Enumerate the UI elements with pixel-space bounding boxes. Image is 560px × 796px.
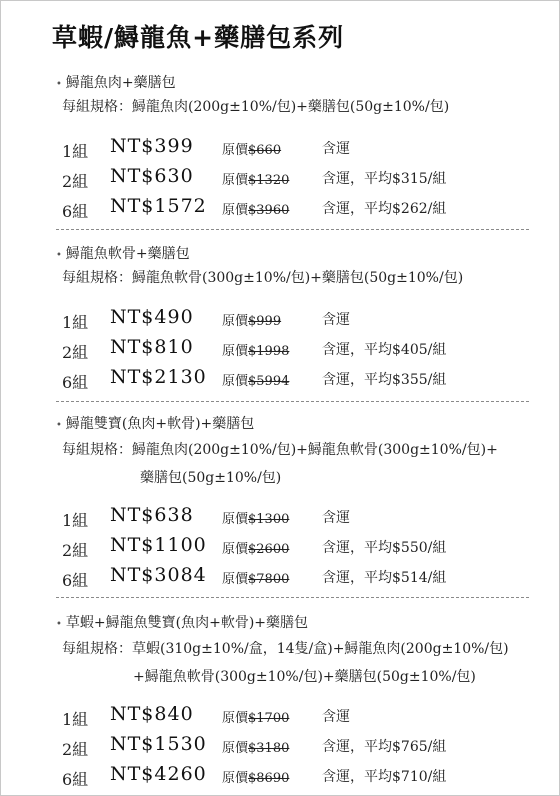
spec-label: 每組規格： <box>62 99 132 115</box>
original-price-value: $8690 <box>248 771 290 786</box>
section-name-text: 鱘龍雙寶(魚肉+軟骨)+藥膳包 <box>65 416 255 432</box>
original-price-value: $2600 <box>248 542 290 557</box>
original-price-value: $1700 <box>248 711 290 726</box>
original-price-value: $7800 <box>248 572 290 587</box>
original-price <box>222 169 289 188</box>
quantity: 2組 <box>62 172 89 191</box>
section-name <box>56 612 308 632</box>
price-row <box>0 534 560 564</box>
original-price <box>222 508 289 527</box>
shipping-note: 含運 <box>322 312 350 328</box>
original-price <box>222 737 289 756</box>
original-price-label: 原價 <box>222 203 249 218</box>
original-price <box>222 707 289 726</box>
quantity: 6組 <box>62 202 89 221</box>
spec-line-continued: +鱘龍魚軟骨(300g±10%/包)+藥膳包(50g±10%/包) <box>133 669 476 685</box>
original-price-label: 原價 <box>222 542 249 557</box>
quantity: 2組 <box>62 541 89 560</box>
sale-price: NT$2130 <box>110 366 207 388</box>
shipping-note: 含運，平均$262/組 <box>322 201 447 217</box>
spec-line <box>62 94 449 120</box>
price-row <box>0 366 560 396</box>
shipping-note: 含運，平均$710/組 <box>322 769 447 785</box>
original-price <box>222 310 281 329</box>
spec-text: 鱘龍魚軟骨(300g±10%/包)+藥膳包(50g±10%/包) <box>132 270 464 286</box>
sale-price: NT$3084 <box>110 564 207 586</box>
original-price <box>222 340 289 359</box>
spec-line <box>62 437 498 463</box>
original-price <box>222 538 289 557</box>
spec-line-continued: 藥膳包(50g±10%/包) <box>140 470 282 486</box>
original-price-value: $660 <box>248 143 282 158</box>
sale-price: NT$399 <box>110 135 194 157</box>
section-name-text: 鱘龍魚肉+藥膳包 <box>65 75 176 91</box>
original-price-value: $1300 <box>248 512 290 527</box>
sale-price: NT$4260 <box>110 763 207 785</box>
price-row <box>0 135 560 165</box>
spec-text: 鱘龍魚肉(200g±10%/包)+鱘龍魚軟骨(300g±10%/包)+ <box>132 442 498 458</box>
section-name <box>56 413 254 433</box>
original-price-label: 原價 <box>222 374 249 389</box>
quantity: 6組 <box>62 770 89 789</box>
section-name <box>56 243 190 263</box>
section-divider <box>56 229 529 230</box>
sale-price: NT$638 <box>110 504 194 526</box>
shipping-note: 含運，平均$315/組 <box>322 171 447 187</box>
sale-price: NT$1530 <box>110 733 207 755</box>
spec-label: 每組規格： <box>62 442 132 458</box>
sale-price: NT$810 <box>110 336 194 358</box>
spec-label: 每組規格： <box>62 641 132 657</box>
price-row <box>0 306 560 336</box>
original-price-label: 原價 <box>222 173 249 188</box>
shipping-note: 含運 <box>322 510 350 526</box>
price-row <box>0 336 560 366</box>
spec-line <box>62 636 509 662</box>
sale-price: NT$630 <box>110 165 194 187</box>
bullet-icon: • <box>56 420 62 431</box>
sale-price: NT$490 <box>110 306 194 328</box>
quantity: 2組 <box>62 343 89 362</box>
original-price <box>222 767 289 786</box>
sale-price: NT$1572 <box>110 195 207 217</box>
original-price-value: $1998 <box>248 344 290 359</box>
price-row <box>0 703 560 733</box>
original-price-label: 原價 <box>222 344 249 359</box>
original-price <box>222 370 289 389</box>
price-row <box>0 763 560 793</box>
spec-line <box>62 265 463 291</box>
spec-text: 草蝦(310g±10%/盒，14隻/盒)+鱘龍魚肉(200g±10%/包) <box>132 641 509 657</box>
section-name-text: 草蝦+鱘龍魚雙寶(魚肉+軟骨)+藥膳包 <box>65 615 309 631</box>
shipping-note: 含運，平均$355/組 <box>322 372 447 388</box>
original-price-value: $999 <box>248 314 282 329</box>
shipping-note: 含運 <box>322 709 350 725</box>
quantity: 6組 <box>62 373 89 392</box>
spec-text: 鱘龍魚肉(200g±10%/包)+藥膳包(50g±10%/包) <box>132 99 450 115</box>
quantity: 6組 <box>62 571 89 590</box>
quantity: 1組 <box>62 710 89 729</box>
shipping-note: 含運，平均$405/組 <box>322 342 447 358</box>
bullet-icon: • <box>56 619 62 630</box>
original-price-label: 原價 <box>222 741 249 756</box>
original-price-label: 原價 <box>222 771 249 786</box>
section-name <box>56 72 176 92</box>
original-price-label: 原價 <box>222 512 249 527</box>
original-price-value: $5994 <box>248 374 290 389</box>
shipping-note: 含運 <box>322 141 350 157</box>
original-price-label: 原價 <box>222 572 249 587</box>
quantity: 2組 <box>62 740 89 759</box>
price-row <box>0 564 560 594</box>
bullet-icon: • <box>56 79 62 90</box>
shipping-note: 含運，平均$550/組 <box>322 540 447 556</box>
price-row <box>0 195 560 225</box>
original-price-label: 原價 <box>222 143 249 158</box>
original-price <box>222 199 289 218</box>
quantity: 1組 <box>62 511 89 530</box>
section-divider <box>56 597 529 598</box>
original-price <box>222 139 281 158</box>
original-price-label: 原價 <box>222 711 249 726</box>
sale-price: NT$840 <box>110 703 194 725</box>
original-price-value: $1320 <box>248 173 290 188</box>
section-name-text: 鱘龍魚軟骨+藥膳包 <box>65 246 190 262</box>
original-price-value: $3960 <box>248 203 290 218</box>
section-divider <box>56 401 529 402</box>
quantity: 1組 <box>62 313 89 332</box>
price-row <box>0 733 560 763</box>
price-row <box>0 504 560 534</box>
quantity: 1組 <box>62 142 89 161</box>
spec-label: 每組規格： <box>62 270 132 286</box>
page-title: 草蝦/鱘龍魚+藥膳包系列 <box>52 23 345 52</box>
sale-price: NT$1100 <box>110 534 207 556</box>
price-row <box>0 165 560 195</box>
original-price <box>222 568 289 587</box>
shipping-note: 含運，平均$765/組 <box>322 739 447 755</box>
bullet-icon: • <box>56 250 62 261</box>
shipping-note: 含運，平均$514/組 <box>322 570 447 586</box>
original-price-label: 原價 <box>222 314 249 329</box>
original-price-value: $3180 <box>248 741 290 756</box>
